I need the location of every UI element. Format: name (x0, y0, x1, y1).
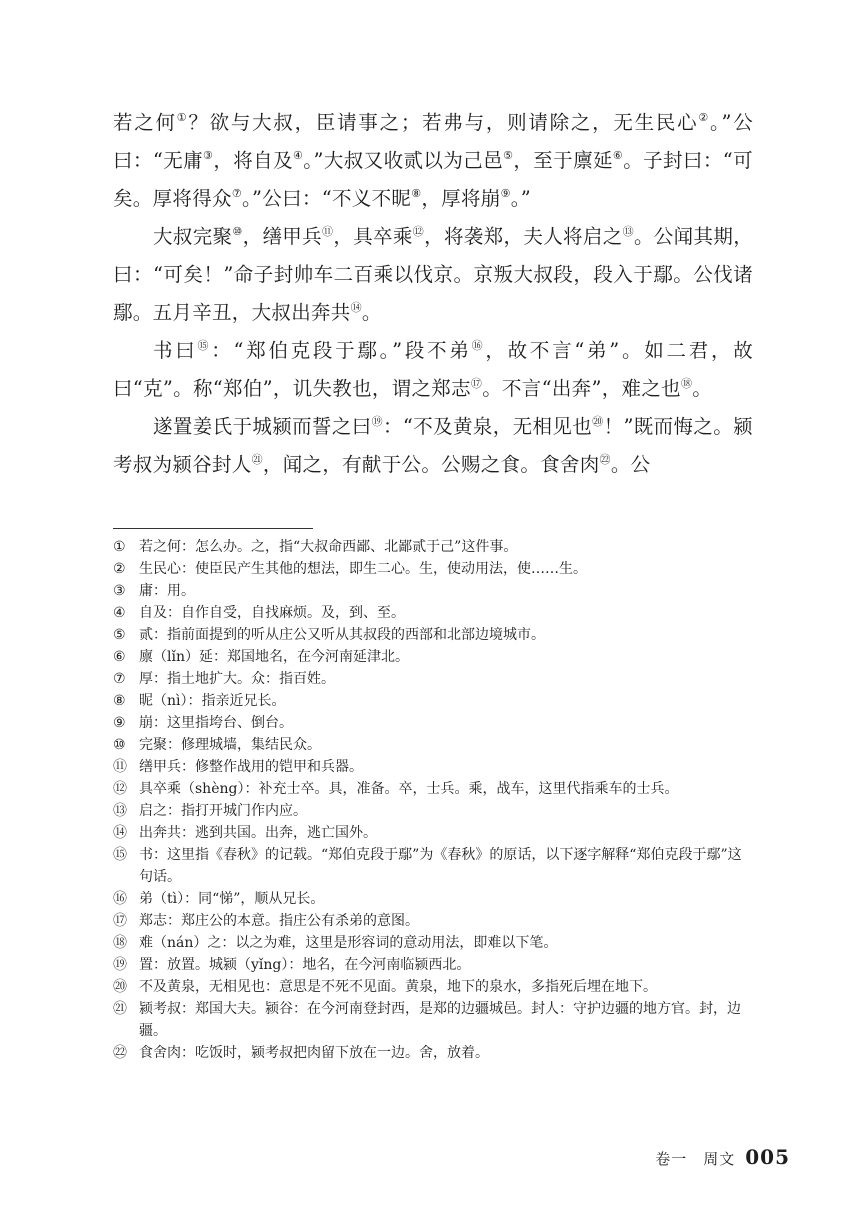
footnote-text: 缮甲兵：修整作战用的铠甲和兵器。 (139, 759, 363, 775)
main-text (113, 104, 753, 484)
footnote-item (113, 668, 753, 690)
footnote-item (113, 910, 753, 932)
footnote-text: 若之何：怎么办。之，指“大叔命西鄙、北鄙贰于己”这件事。 (139, 539, 518, 555)
text-run: 。”大叔又收贰以为己邑 (303, 149, 504, 172)
footnote-text: 弟（tì）：同“悌”，顺从兄长。 (139, 891, 325, 907)
text-run: 。 (361, 301, 382, 324)
footnote-ref[interactable]: ④ (293, 149, 304, 162)
footnote-list (113, 536, 753, 1064)
footnote-text: 书：这里指《春秋》的记载。“郑伯克段于鄢”为《春秋》的原话，以下逐字解释“郑伯克段于鄢”这句话。 (139, 847, 742, 885)
footnote-text: 贰：指前面提到的听从庄公又听从其叔段的西部和北部边境城市。 (139, 627, 545, 643)
text-run: 大叔完聚 (153, 225, 233, 248)
text-run: ，缮甲兵 (242, 225, 322, 248)
footnote-item (113, 1042, 753, 1064)
footnote-item (113, 778, 753, 800)
footnote-ref[interactable]: ⑱ (680, 377, 693, 390)
footnote-text: 厚：指土地扩大。众：指百姓。 (139, 671, 335, 687)
text-run: ，将袭郑，夫人将启之 (424, 225, 623, 248)
paragraph-1 (113, 104, 753, 218)
footnote-text: 生民心：使臣民产生其他的想法，即生二心。生，使动用法，使……生。 (139, 561, 587, 577)
footnote-item (113, 580, 753, 602)
footnote-text: 昵（nì）：指亲近兄长。 (139, 693, 286, 709)
footnote-text: 郑志：郑庄公的本意。指庄公有杀弟的意图。 (139, 913, 419, 929)
footnote-text: 庸：用。 (139, 583, 195, 599)
footnote-number: ⑥ (113, 649, 126, 665)
text-run: ？欲与大叔，臣请事之；若弗与，则请除之，无生民心 (188, 111, 699, 134)
footnote-number: ⑮ (113, 847, 127, 863)
footnote-number: ⑧ (113, 693, 126, 709)
footnote-number: ⑯ (113, 891, 127, 907)
footnote-item (113, 800, 753, 822)
footnote-text: 启之：指打开城门作内应。 (139, 803, 307, 819)
text-run: 。”公曰：“无庸 (113, 111, 754, 172)
footnote-number: ㉒ (113, 1045, 127, 1061)
page-number: 005 (745, 1145, 790, 1169)
footnote-number: ⑫ (113, 781, 127, 797)
footnote-ref[interactable]: ⑪ (322, 225, 334, 238)
text-run: ，具卒乘 (333, 225, 413, 248)
page-footer (655, 1145, 790, 1169)
paragraph-4 (113, 408, 753, 484)
footnote-item (113, 734, 753, 756)
text-run: 。” (510, 187, 532, 210)
footnote-item (113, 888, 753, 910)
footnote-text: 出奔共：逃到共国。出奔，逃亡国外。 (139, 825, 377, 841)
footnote-ref[interactable]: ⑯ (471, 339, 486, 352)
footnote-number: ㉑ (113, 1001, 127, 1017)
footnote-divider (113, 528, 313, 529)
text-run: ：“郑伯克段于鄢。”段不弟 (211, 339, 472, 362)
footnote-ref[interactable]: ⑭ (350, 301, 362, 314)
text-run: 。不言“出奔”，难之也 (482, 377, 681, 400)
text-run: ，至于廪延 (513, 149, 613, 172)
footnote-text: 难（nán）之：以之为难，这里是形容词的意动用法，即难以下笔。 (139, 935, 558, 951)
text-run: 若之何 (113, 111, 177, 134)
text-run: 书曰 (153, 339, 198, 362)
footnote-number: ⑭ (113, 825, 127, 841)
footnote-text: 崩：这里指垮台、倒台。 (139, 715, 293, 731)
footnote-number: ⑨ (113, 715, 126, 731)
text-run: ：“不及黄泉，无相见也 (383, 415, 593, 438)
footnote-text: 食舍肉：吃饭时，颍考叔把肉留下放在一边。舍，放着。 (139, 1045, 489, 1061)
footnote-item (113, 954, 753, 976)
text-run: 。公 (610, 453, 651, 476)
footnote-number: ⑱ (113, 935, 127, 951)
text-run: ，厚将崩 (421, 187, 501, 210)
footnote-ref[interactable]: ③ (203, 149, 214, 162)
footnote-ref[interactable]: ⑰ (470, 377, 483, 390)
footnote-item (113, 932, 753, 954)
footnote-ref[interactable]: ⑳ (592, 415, 604, 428)
footnote-item (113, 646, 753, 668)
text-run: ！”既而悔之。颍考叔为颍谷封人 (113, 415, 753, 476)
footnote-ref[interactable]: ① (176, 111, 189, 124)
paragraph-2 (113, 218, 753, 332)
footnote-number: ⑲ (113, 957, 127, 973)
text-run: 。 (692, 377, 713, 400)
footnote-number: ⑦ (113, 671, 126, 687)
footnote-text: 具卒乘（shèng）：补充士卒。具，准备。卒，士兵。乘，战车，这里代指乘车的士兵。 (139, 781, 679, 797)
footnote-ref[interactable]: ⑤ (503, 149, 514, 162)
footnote-ref[interactable]: ㉑ (251, 453, 263, 466)
footnote-text: 完聚：修理城墙，集结民众。 (139, 737, 321, 753)
text-run: ，将自及 (213, 149, 293, 172)
footnote-item (113, 822, 753, 844)
section-title: 卷一 周文 (655, 1150, 736, 1168)
footnote-number: ⑪ (113, 759, 127, 775)
text-run: 。子封曰：“可矣。厚将得众 (113, 149, 753, 210)
footnote-number: ⑳ (113, 979, 127, 995)
footnote-ref[interactable]: ⑨ (500, 187, 511, 200)
footnote-ref[interactable]: ② (698, 111, 710, 124)
footnote-ref[interactable]: ⑦ (231, 187, 242, 200)
footnote-number: ⑤ (113, 627, 126, 643)
footnote-ref[interactable]: ⑮ (197, 339, 212, 352)
footnote-ref[interactable]: ⑧ (411, 187, 422, 200)
footnote-item (113, 602, 753, 624)
footnote-item (113, 624, 753, 646)
footnote-number: ③ (113, 583, 126, 599)
footnote-ref[interactable]: ⑬ (622, 225, 634, 238)
footnote-text: 自及：自作自受，自找麻烦。及，到、至。 (139, 605, 405, 621)
footnote-number: ⑰ (113, 913, 127, 929)
footnote-text: 不及黄泉，无相见也：意思是不死不见面。黄泉，地下的泉水，多指死后埋在地下。 (139, 979, 657, 995)
footnote-item (113, 536, 753, 558)
paragraph-3 (113, 332, 753, 408)
footnote-ref[interactable]: ⑥ (612, 149, 624, 162)
footnote-item (113, 844, 753, 888)
footnote-number: ① (113, 539, 126, 555)
footnote-text: 置：放置。城颍（yǐng）：地名，在今河南临颍西北。 (139, 957, 471, 973)
footnote-item (113, 998, 753, 1042)
footnote-number: ② (113, 561, 126, 577)
footnote-ref[interactable]: ⑩ (232, 225, 243, 238)
footnote-item (113, 976, 753, 998)
footnote-ref[interactable]: ㉒ (599, 453, 611, 466)
footnote-ref[interactable]: ⑲ (371, 415, 384, 428)
text-run: ，闻之，有献于公。公赐之食。食舍肉 (262, 453, 600, 476)
footnote-item (113, 558, 753, 580)
footnote-ref[interactable]: ⑫ (412, 225, 425, 238)
footnote-number: ⑬ (113, 803, 127, 819)
footnote-text: 廪（lǐn）延：郑国地名，在今河南延津北。 (139, 649, 409, 665)
footnote-text: 颍考叔：郑国大夫。颍谷：在今河南登封西，是郑的边疆城邑。封人：守护边疆的地方官。封，边疆。 (139, 1001, 741, 1039)
footnote-number: ④ (113, 605, 126, 621)
footnote-item (113, 756, 753, 778)
footnote-number: ⑩ (113, 737, 126, 753)
footnote-item (113, 712, 753, 734)
text-run: 。公闻其期，曰：“可矣！”命子封帅车二百乘以伐京。京叛大叔段，段入于鄢。公伐诸鄢。五月辛丑，大叔出奔共 (113, 225, 753, 324)
text-run: ，故不言“弟”。如二君，故曰“克”。称“郑伯”，讥失教也，谓之郑志 (113, 339, 753, 400)
text-run: 。”公曰：“不义不昵 (241, 187, 412, 210)
text-run: 遂置姜氏于城颍而誓之曰 (153, 415, 372, 438)
footnote-item (113, 690, 753, 712)
